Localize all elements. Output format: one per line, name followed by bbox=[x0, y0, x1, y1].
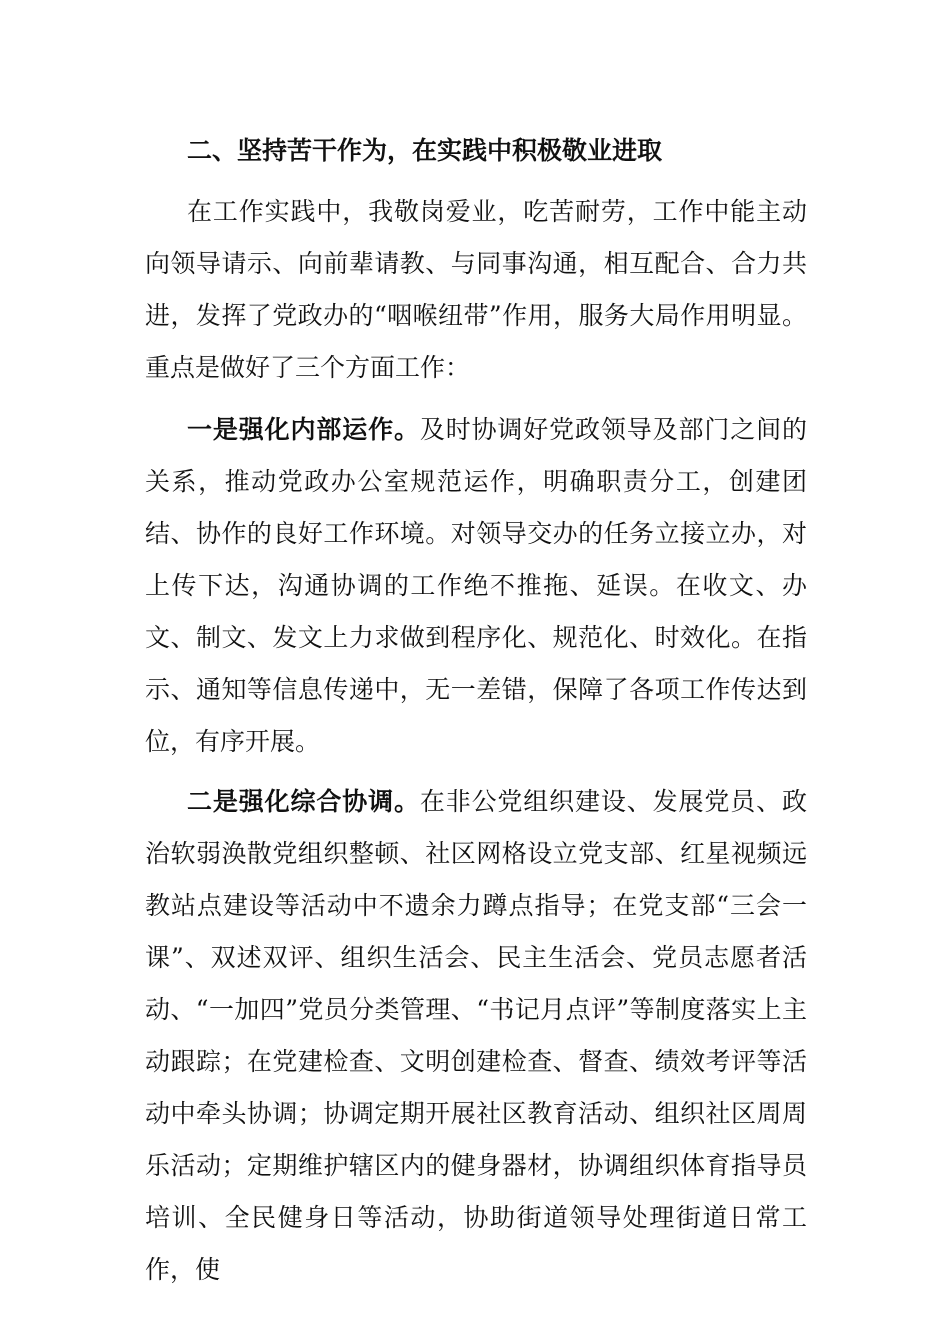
paragraph-coordination bbox=[145, 776, 807, 1296]
paragraph-internal-operation bbox=[145, 404, 807, 768]
paragraph-body: 及时协调好党政领导及部门之间的关系，推动党政办公室规范运作，明确职责分工，创建团结、协作的良好工作环境。对领导交办的任务立接立办，对上传下达，沟通协调的工作绝不推拖、延误。在收文、办文、制文、发文上力求做到程序化、规范化、时效化。在指示、通知等信息传递中，无一差错，保障了各项工作传达到位，有序开展。 bbox=[145, 415, 807, 756]
paragraph-lead: 二是强化综合协调。 bbox=[187, 787, 420, 816]
section-heading: 二、坚持苦干作为，在实践中积极敬业进取 bbox=[187, 136, 663, 165]
paragraph-intro: 在工作实践中，我敬岗爱业，吃苦耐劳，工作中能主动向领导请示、向前辈请教、与同事沟通，相互配合、合力共进，发挥了党政办的“咽喉纽带”作用，服务大局作用明显。重点是做好了三个方面工作： bbox=[145, 197, 807, 382]
document-body bbox=[145, 122, 807, 1296]
paragraph-body: 在非公党组织建设、发展党员、政治软弱涣散党组织整顿、社区网格设立党支部、红星视频远教站点建设等活动中不遗余力蹲点指导；在党支部“三会一课”、双述双评、组织生活会、民主生活会、党员志愿者活动、“一加四”党员分类管理、“书记月点评”等制度落实上主动跟踪；在党建检查、文明创建检查、督查、绩效考评等活动中牵头协调；协调定期开展社区教育活动、组织社区周周乐活动；定期维护辖区内的健身器材，协调组织体育指导员培训、全民健身日等活动，协助街道领导处理街道日常工作，使 bbox=[145, 787, 807, 1284]
paragraph-lead: 一是强化内部运作。 bbox=[187, 415, 420, 444]
